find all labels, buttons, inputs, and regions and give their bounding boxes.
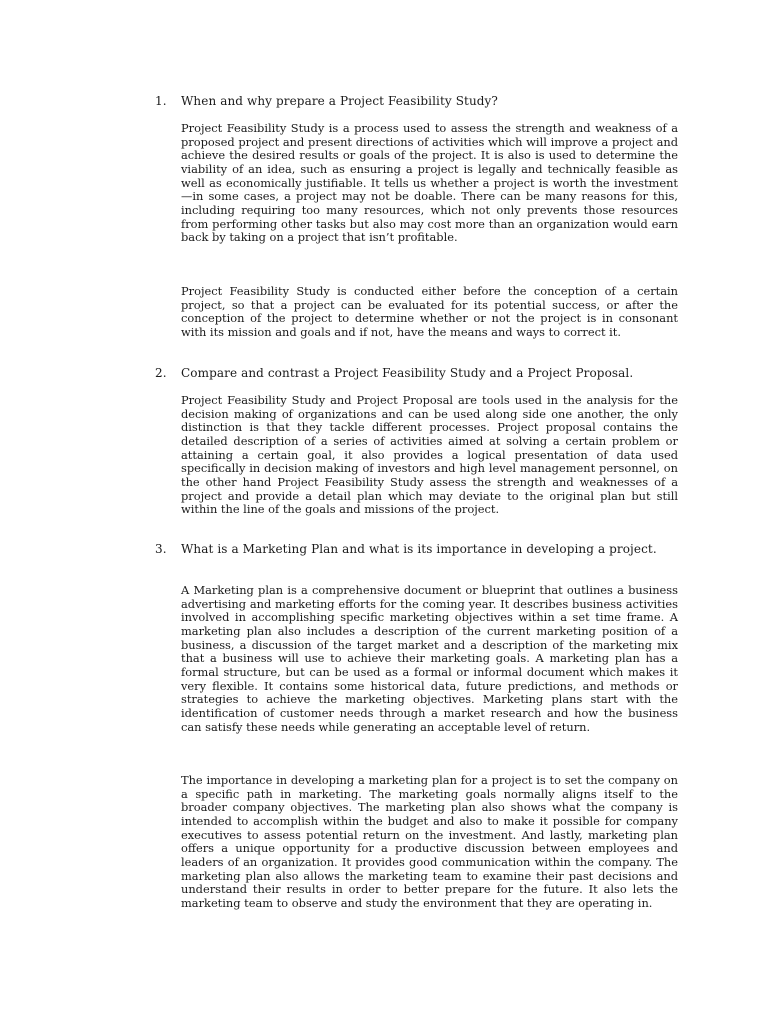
question-heading [155,543,680,557]
answer-paragraph-1b: Project Feasibility Study is conducted either before the conception of a certain project, so that a project can be evaluated for its potential success, or after the conception of the project to determine whether or not the project is in consonant with its mission and goals and if not, have the means and ways to correct it. [181,284,678,339]
item-number: 1. [155,94,167,108]
question-text: When and why prepare a Project Feasibility Study? [181,94,498,108]
question-text: Compare and contrast a Project Feasibility Study and a Project Proposal. [181,366,634,380]
answer-paragraph-3a: A Marketing plan is a comprehensive document or blueprint that outlines a business advertising and marketing efforts for the coming year. It describes business activities involved in accomplishing specific marketing objectives within a set time frame. A marketing plan also includes a description of the current marketing position of a business, a discussion of the target market and a description of the marketing mix that a business will use to achieve their marketing goals. A marketing plan has a formal structure, but can be used as a formal or informal document which makes it very flexible. It contains some historical data, future predictions, and methods or strategies to achieve the marketing objectives. Marketing plans start with the identification of customer needs through a market research and how the business can satisfy these needs while generating an acceptable level of return. [181,583,678,734]
question-heading [155,367,680,381]
answer-paragraph-3b: The importance in developing a marketing plan for a project is to set the company on a specific path in marketing. The marketing goals normally aligns itself to the broader company objectives. The marketing plan also shows what the company is intended to accomplish within the budget and also to make it possible for company executives to assess potential return on the investment. And lastly, marketing plan offers a unique opportunity for a productive discussion between employees and leaders of an organization. It provides good communication within the company. The marketing plan also allows the marketing team to examine their past decisions and understand their results in order to better prepare for the future. It also lets the marketing team to observe and study the environment that they are operating in. [181,773,678,910]
answer-paragraph-1a: Project Feasibility Study is a process used to assess the strength and weakness of a proposed project and present directions of activities which will improve a project and achieve the desired results or goals of the project. It is also is used to determine the viability of an idea, such as ensuring a project is legally and technically feasible as well as economically justifiable. It tells us whether a project is worth the investment—in some cases, a project may not be doable. There can be many reasons for this, including requiring too many resources, which not only prevents those resources from performing other tasks but also may cost more than an organization would earn back by taking on a project that isn’t profitable. [181,121,678,245]
answer-paragraph-2: Project Feasibility Study and Project Proposal are tools used in the analysis for the decision making of organizations and can be used along side one another, the only distinction is that they tackle different processes. Project proposal contains the detailed description of a series of activities aimed at solving a certain problem or attaining a certain goal, it also provides a logical presentation of data used specifically in decision making of investors and high level management personnel, on the other hand Project Feasibility Study assess the strength and weaknesses of a project and provide a detail plan which may deviate to the original plan but still within the line of the goals and missions of the project. [181,393,678,517]
list-item-1 [155,95,680,109]
question-heading [155,95,680,109]
question-text: What is a Marketing Plan and what is its importance in developing a project. [181,542,657,556]
item-number: 2. [155,366,167,380]
list-item-2 [155,367,680,381]
list-item-3 [155,543,680,557]
item-number: 3. [155,542,167,556]
